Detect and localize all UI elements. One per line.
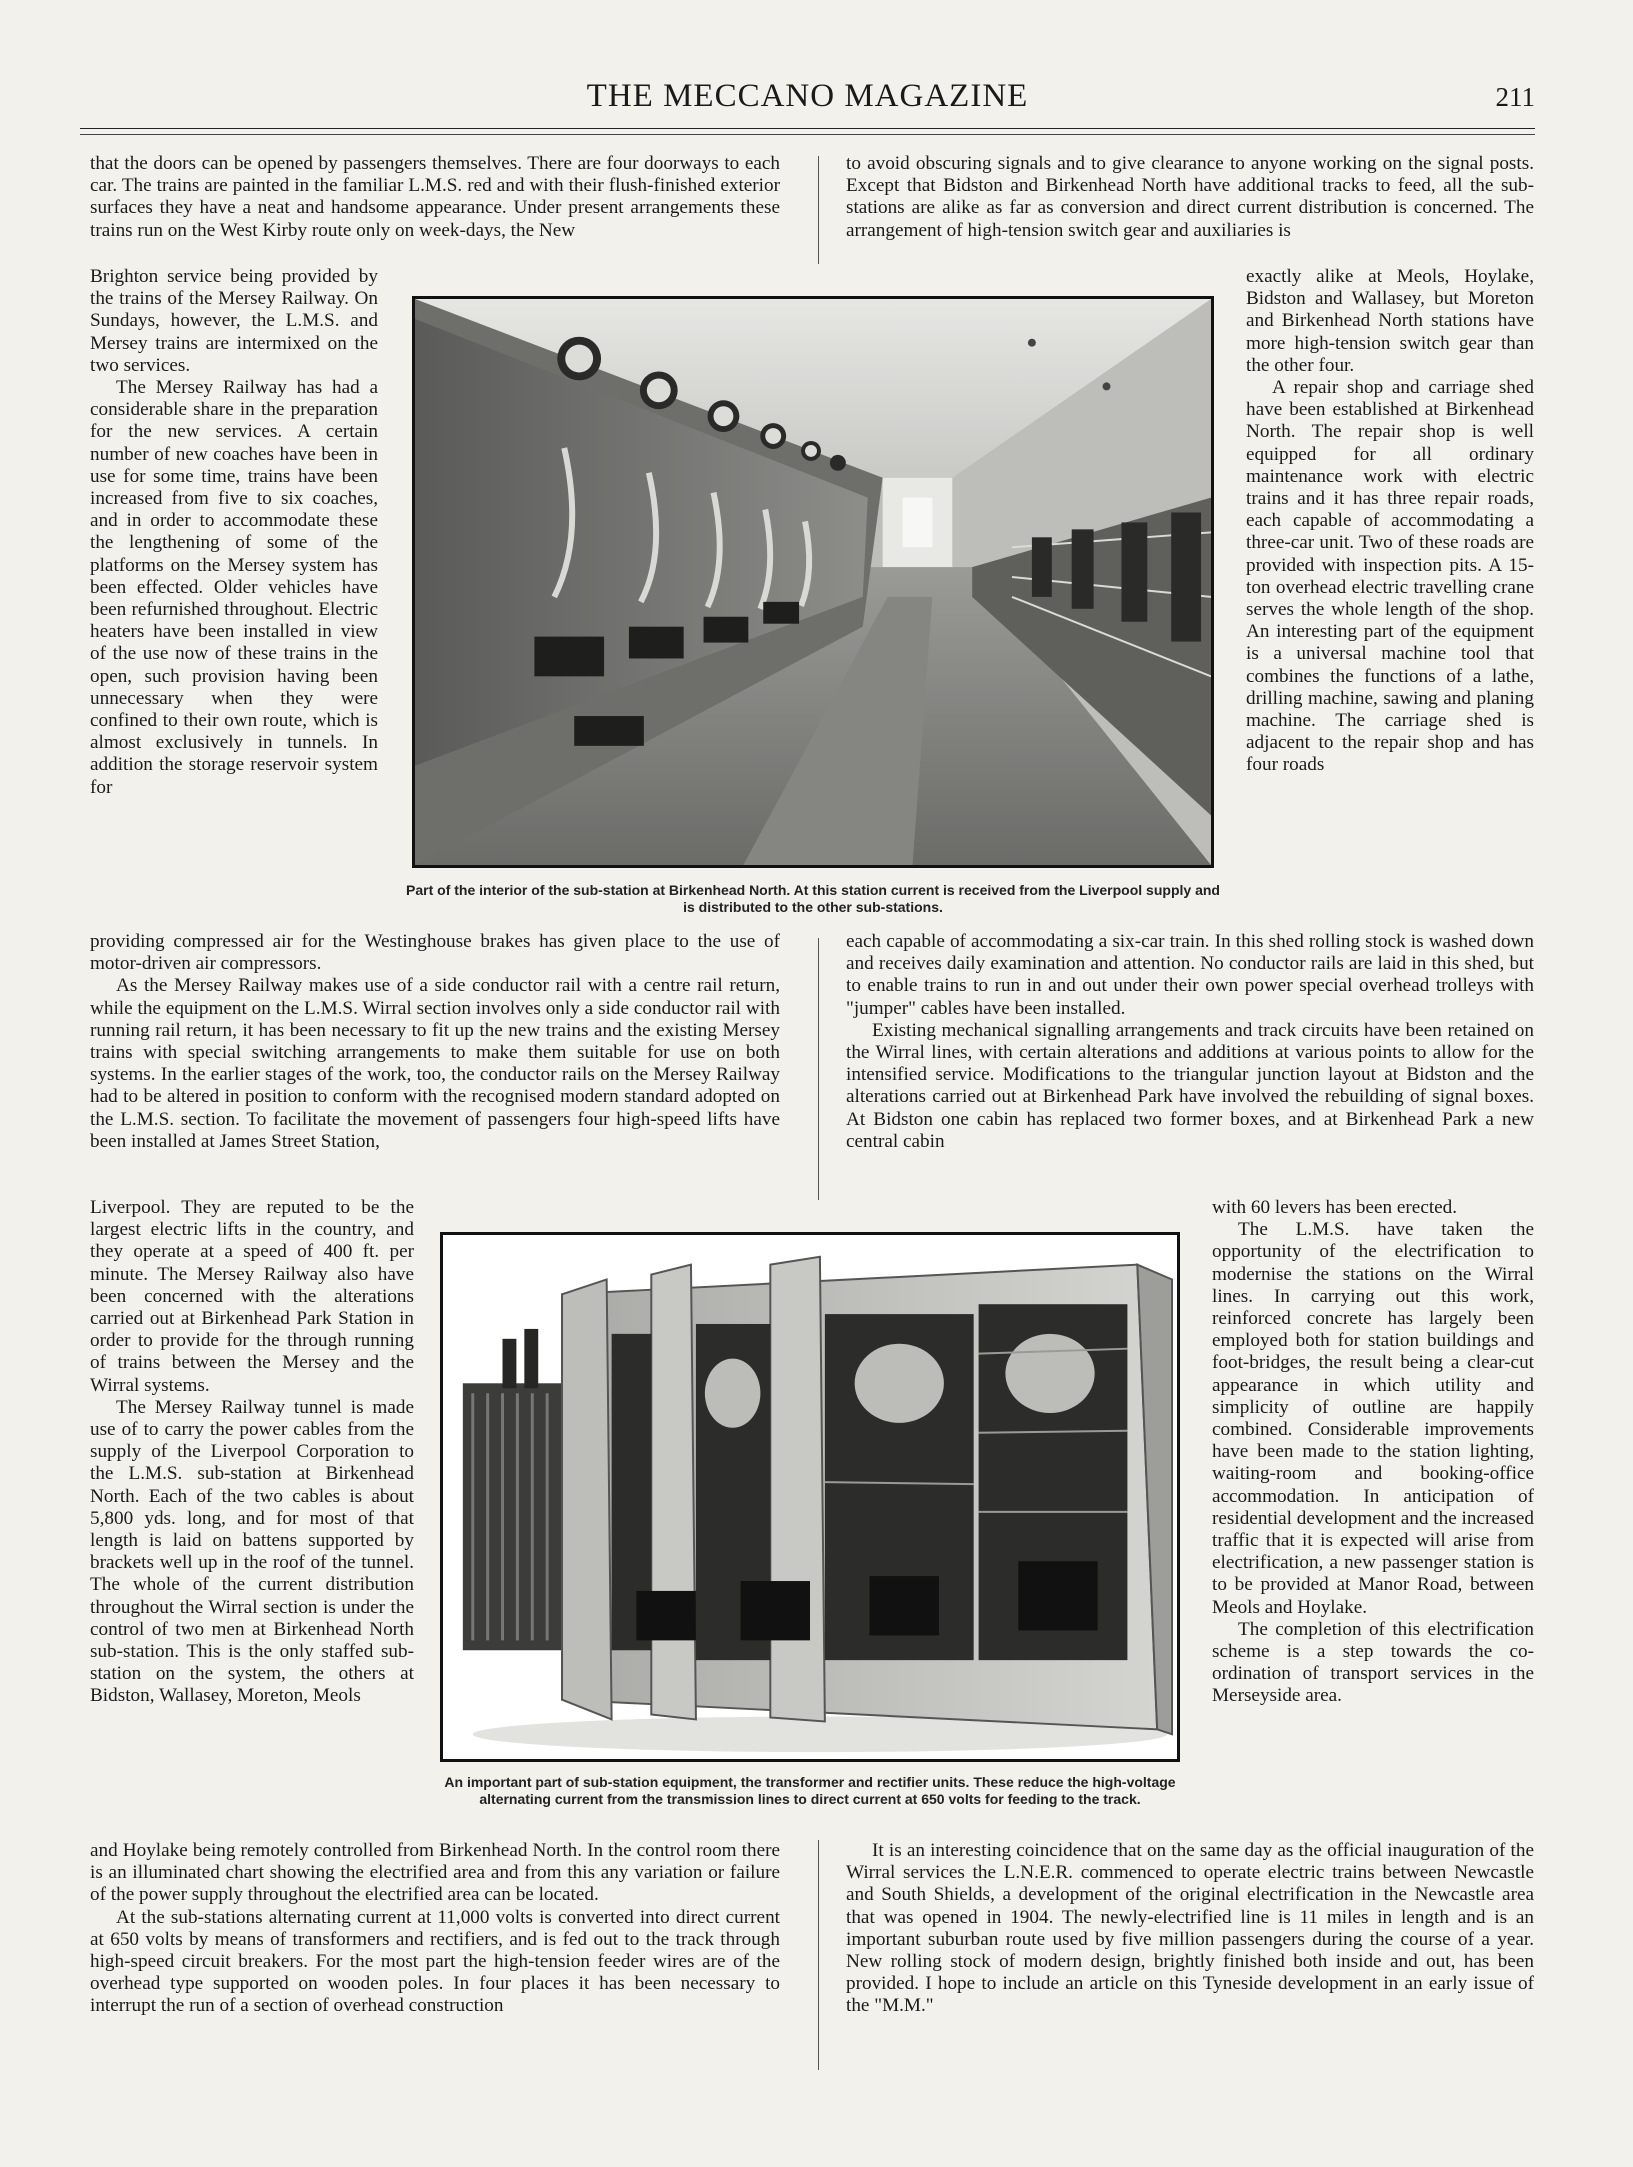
paragraph: As the Mersey Railway makes use of a side conductor rail with a centre rail return, while the equipment on the L.M.S. Wirral section involves only a side conductor rail with running rail return, it has been necessary to fit up the new trains and the existing Mersey trains with special switching arrangements to make them suitable for use on both systems. In the earlier stages of the work, too, the conductor rails on the Mersey Railway had to be altered in position to conform with the recognised modern standard adopted on the L.M.S. section. To facilitate the movement of passengers four high-speed lifts have been installed at James Street Station, bbox=[90, 975, 780, 1152]
column-divider-top bbox=[818, 156, 819, 264]
paragraph: The Mersey Railway has had a considerable share in the preparation for the new services. A certain number of new coaches have been in use for some time, trains have been increased from five to six coaches, and in order to accommodate these the lengthening of some of the platforms on the Mersey system has been effected. Older vehicles have been refurnished throughout. Electric heaters have been installed in view of the use now of these trains in the open, such provision having been unnecessary when they were confined to their own route, which is almost exclusively in tunnels. In addition the storage reservoir system for bbox=[90, 377, 378, 798]
paragraph: that the doors can be opened by passengers themselves. There are four doorways to each car. The trains are painted in the familiar L.M.S. red and with their flush-finished exterior surfaces they have a neat and handsome appearance. Under present arrangements these trains run on the West Kirby route only on week-days, the New bbox=[90, 153, 780, 241]
paragraph: with 60 levers has been erected. bbox=[1212, 1197, 1458, 1218]
paragraph: The Mersey Railway tunnel is made use of to carry the power cables from the supply of the Liverpool Corporation to the L.M.S. sub-station at Birkenhead North. Each of the two cables is about 5,800 yds. long, and for most of that length is laid on battens supported by brackets well up in the roof of the tunnel. The whole of the current distribution throughout the Wirral section is under the control of two men at Birkenhead North sub-station. This is the only staffed sub-station on the system, the others at Bidston, Wallasey, Moreton, Meols bbox=[90, 1396, 414, 1707]
paragraph: A repair shop and carriage shed have been established at Birkenhead North. The repair shop is well equipped for all ordinary maintenance work with electric trains and it has three repair roads, each capable of accommodating a three-car unit. Two of these roads are provided with inspection pits. A 15-ton overhead electric travelling crane serves the whole length of the shop. An interesting part of the equipment is a universal machine tool that combines the functions of a lathe, drilling machine, sawing and planing machine. The carriage shed is adjacent to the repair shop and has four roads bbox=[1246, 377, 1534, 776]
column-divider-mid bbox=[818, 938, 819, 1200]
fig1-caption: Part of the interior of the sub-station at Birkenhead North. At this station current is received from the Liverpool supply and is distributed to the other sub-stations. bbox=[406, 882, 1220, 915]
left-bottom-text bbox=[90, 1840, 780, 2018]
left-top-text bbox=[90, 153, 780, 242]
substation-interior-illustration bbox=[415, 299, 1211, 865]
magazine-title: THE MECCANO MAGAZINE bbox=[586, 78, 1029, 114]
left-mid-text bbox=[90, 931, 780, 1153]
right-bottom-text bbox=[846, 1840, 1534, 2018]
substation-interior-photo bbox=[412, 296, 1214, 868]
paragraph: Brighton service being provided by the trains of the Mersey Railway. On Sundays, however, the L.M.S. and Mersey trains are intermixed on the two services. bbox=[90, 266, 378, 376]
right-narrow2-text bbox=[1212, 1197, 1534, 1708]
transformer-rectifier-illustration bbox=[443, 1235, 1177, 1759]
right-mid-text bbox=[846, 931, 1534, 1153]
fig2-caption: An important part of sub-station equipment, the transformer and rectifier units. These reduce the high-voltage alternating current from the transmission lines to direct current at 650 volts for feeding to the track. bbox=[444, 1774, 1176, 1807]
paragraph: Existing mechanical signalling arrangements and track circuits have been retained on the Wirral lines, with certain alterations and additions at various points to allow for the intensified service. Modifications to the triangular junction layout at Bidston and the alterations carried out at Birkenhead Park have involved the rebuilding of signal boxes. At Bidston one cabin has replaced two former boxes, and at Birkenhead Park a new central cabin bbox=[846, 1019, 1534, 1152]
paragraph: exactly alike at Meols, Hoylake, Bidston and Wallasey, but Moreton and Birkenhead North stations have more high-tension switch gear than the other four. bbox=[1246, 266, 1534, 376]
header-rule bbox=[80, 128, 1535, 129]
left-narrow2-text bbox=[90, 1197, 414, 1708]
paragraph: Liverpool. They are reputed to be the largest electric lifts in the country, and they operate at a speed of 400 ft. per minute. The Mersey Railway also have been concerned with the alterations carried out at Birkenhead Park Station in order to provide for the through running of trains between the Mersey and the Wirral systems. bbox=[90, 1197, 414, 1396]
header-rule-thin bbox=[80, 134, 1535, 135]
paragraph: The L.M.S. have taken the opportunity of the electrification to modernise the stations on the Wirral lines. In carrying out this work, reinforced concrete has largely been employed both for station buildings and foot-bridges, the result being a clear-cut appearance in which utility and simplicity of outline are happily combined. Considerable improvements have been made to the station lighting, waiting-room and booking-office accommodation. In anticipation of residential development and the increased traffic that it is expected will arise from electrification, a new passenger station is to be provided at Manor Road, between Meols and Hoylake. bbox=[1212, 1219, 1534, 1618]
paragraph: The completion of this electrification scheme is a step towards the co-ordination of transport services in the Merseyside area. bbox=[1212, 1618, 1534, 1707]
page-header bbox=[80, 78, 1535, 124]
column-divider-bottom bbox=[818, 1840, 819, 2070]
paragraph: to avoid obscuring signals and to give clearance to anyone working on the signal posts. Except that Bidston and Birkenhead North have additional tracks to feed, all the sub-stations are alike as far as conversion and direct current distribution is concerned. The arrangement of high-tension switch gear and auxiliaries is bbox=[846, 153, 1534, 241]
paragraph: and Hoylake being remotely controlled from Birkenhead North. In the control room there is an illuminated chart showing the electrified area and from this any variation or failure of the power supply throughout the electrified area can be located. bbox=[90, 1840, 780, 1906]
page-number: 211 bbox=[1495, 82, 1535, 112]
right-narrow-text bbox=[1246, 266, 1534, 777]
paragraph: providing compressed air for the Westinghouse brakes has given place to the use of motor-driven air compressors. bbox=[90, 931, 780, 975]
paragraph: At the sub-stations alternating current at 11,000 volts is converted into direct current at 650 volts by means of transformers and rectifiers, and is fed out to the track through high-speed circuit breakers. For the most part the high-tension feeder wires are of the overhead type supported on wooden poles. In four places it has been necessary to interrupt the run of a section of overhead construction bbox=[90, 1906, 780, 2017]
left-narrow-text bbox=[90, 266, 378, 799]
paragraph: It is an interesting coincidence that on the same day as the official inauguration of the Wirral services the L.N.E.R. commenced to operate electric trains between Newcastle and South Shields, a development of the original electrification in the Newcastle area that was opened in 1904. The newly-electrified line is 11 miles in length and is an important suburban route used by five million passengers during the course of a year. New rolling stock of modern design, brightly finished both inside and out, has been provided. I hope to include an article on this Tyneside development in an early issue of the "M.M." bbox=[846, 1840, 1534, 2017]
transformer-rectifier-photo bbox=[440, 1232, 1180, 1762]
paragraph: each capable of accommodating a six-car train. In this shed rolling stock is washed down and receives daily examination and attention. No conductor rails are laid in this shed, but to enable trains to run in and out under their own power special overhead trolleys with "jumper" cables have been installed. bbox=[846, 931, 1534, 1019]
right-top-text bbox=[846, 153, 1534, 242]
